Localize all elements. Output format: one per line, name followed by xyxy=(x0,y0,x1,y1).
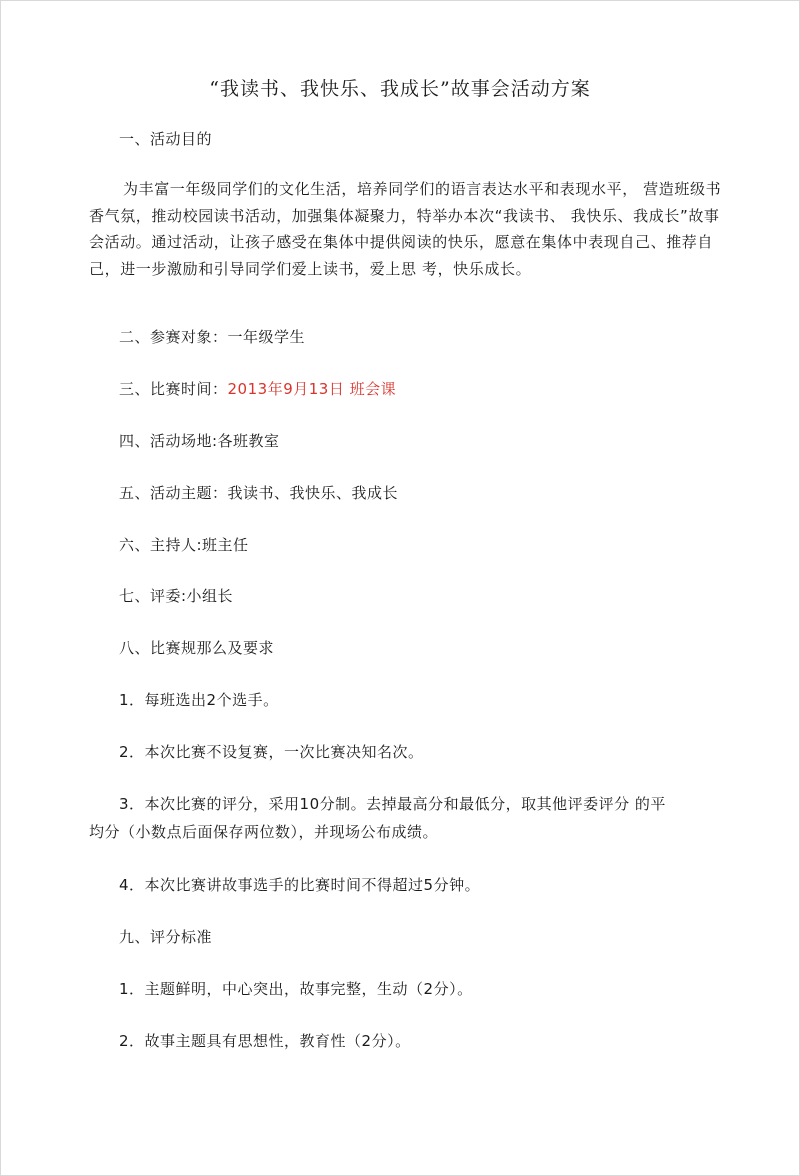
rule-item-3: 3．本次比赛的评分，采用10分制。去掉最高分和最低分，取其他评委评分 的平 xyxy=(119,795,666,813)
section-venue: 四、活动场地:各班教室 xyxy=(119,432,280,450)
section-heading-purpose: 一、活动目的 xyxy=(119,130,213,148)
document-title: “我读书、我快乐、我成长”故事会活动方案 xyxy=(209,78,591,100)
scoring-item-1: 1．主题鲜明，中心突出，故事完整，生动（2分）。 xyxy=(119,980,473,998)
rule-item-4: 4．本次比赛讲故事选手的比赛时间不得超过5分钟。 xyxy=(119,876,481,894)
rule-item-3-continued: 均分（小数点后面保存两位数），并现场公布成绩。 xyxy=(89,823,439,841)
time-label: 三、比赛时间： xyxy=(119,380,228,398)
purpose-text: 为丰富一年级同学们的文化生活，培养同学们的语言表达水平和表现水平， 营造班级书香气氛，推动校园读书活动，加强集体凝聚力，特举办本次“我读书、 我快乐、我成长”故事会活动。通过活动，让孩子感受在集体中提供阅读的快乐，愿意在集体中表现自己、推荐自己，进一步激励和引导同学们爱上读书，爱上思 考，快乐成长。 xyxy=(89,180,722,278)
rule-item-1: 1．每班选出2个选手。 xyxy=(119,691,279,709)
section-host: 六、主持人:班主任 xyxy=(119,536,249,554)
purpose-paragraph xyxy=(89,176,729,282)
section-theme: 五、活动主题：我读书、我快乐、我成长 xyxy=(119,484,399,502)
section-heading-rules: 八、比赛规那么及要求 xyxy=(119,639,275,657)
section-heading-scoring: 九、评分标准 xyxy=(119,928,213,946)
section-time xyxy=(119,378,396,399)
rule-item-2: 2．本次比赛不设复赛，一次比赛决知名次。 xyxy=(119,743,424,761)
section-participants: 二、参赛对象：一年级学生 xyxy=(119,328,306,346)
time-value: 2013年9月13日 班会课 xyxy=(227,380,397,398)
scoring-item-2: 2．故事主题具有思想性，教育性（2分）。 xyxy=(119,1032,411,1050)
section-judges: 七、评委:小组长 xyxy=(119,587,234,605)
